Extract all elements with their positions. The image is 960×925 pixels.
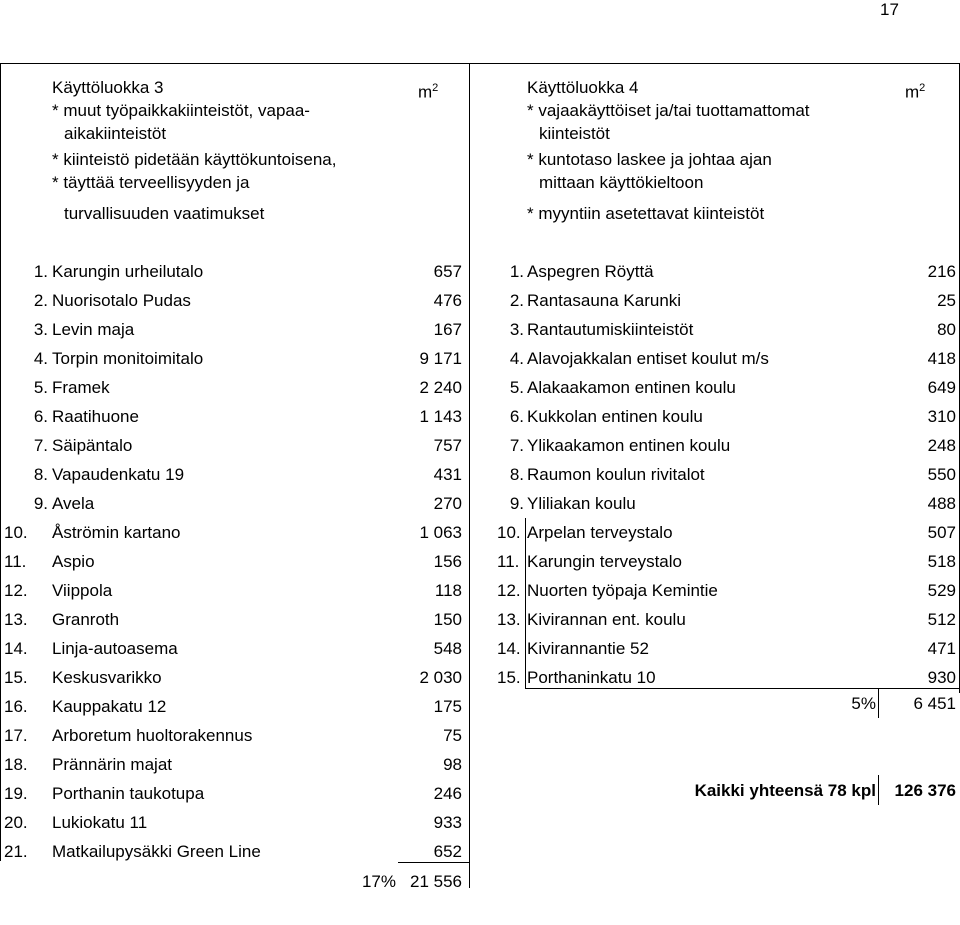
right-total-area: 6 451 <box>913 694 956 713</box>
row-number: 10. <box>4 523 28 542</box>
left-criteria-2: aikakiinteistöt <box>64 124 167 143</box>
row-number: 2. <box>509 291 524 310</box>
row-area: 150 <box>433 610 462 629</box>
grand-total-divider <box>878 775 879 805</box>
row-area: 431 <box>433 465 462 484</box>
row-area: 25 <box>937 291 956 310</box>
row-area: 512 <box>927 610 956 629</box>
right-percent-divider <box>878 688 879 718</box>
row-area: 248 <box>927 436 956 455</box>
row-area: 2 030 <box>419 668 462 687</box>
right-total-divider <box>525 688 960 689</box>
row-name: Porthanin taukotupa <box>52 784 205 803</box>
left-class-title: Käyttöluokka 3 <box>52 78 164 97</box>
row-name: Lukiokatu 11 <box>52 813 148 832</box>
table-left-border <box>0 63 1 861</box>
row-name: Kukkolan entinen koulu <box>527 407 703 426</box>
right-unit: $m^2$ <box>905 82 926 102</box>
left-criteria-1: * muut työpaikkakiinteistöt, vapaa- <box>52 101 310 120</box>
row-area: 548 <box>433 639 462 658</box>
row-number: 6. <box>33 407 48 426</box>
row-name: Ylikaakamon entinen koulu <box>527 436 731 455</box>
row-number: 2. <box>33 291 48 310</box>
row-name: Matkailupysäkki Green Line <box>52 842 261 861</box>
row-number: 12. <box>4 581 28 600</box>
right-criteria-4: mittaan käyttökieltoon <box>539 173 704 192</box>
grand-total-area: 126 376 <box>894 781 956 800</box>
row-area: 418 <box>927 349 956 368</box>
row-number: 4. <box>509 349 524 368</box>
row-number: 13. <box>497 610 521 629</box>
row-number: 14. <box>497 639 521 658</box>
row-number: 8. <box>33 465 48 484</box>
row-name: Kivirannan ent. koulu <box>527 610 686 629</box>
row-name: Raumon koulun rivitalot <box>527 465 705 484</box>
row-number: 19. <box>4 784 28 803</box>
row-number: 15. <box>497 668 521 687</box>
row-area: 2 240 <box>419 378 462 397</box>
row-name: Rantautumiskiinteistöt <box>527 320 694 339</box>
row-area: 930 <box>927 668 956 687</box>
table-divider-right-name <box>525 518 526 688</box>
row-area: 1 063 <box>419 523 462 542</box>
row-area: 471 <box>927 639 956 658</box>
row-area: 80 <box>937 320 956 339</box>
page-number: 17 <box>880 0 899 19</box>
row-name: Vapaudenkatu 19 <box>52 465 185 484</box>
row-number: 9. <box>33 494 48 513</box>
row-area: 488 <box>927 494 956 513</box>
row-number: 7. <box>33 436 48 455</box>
left-unit: $m^2$ <box>418 82 439 102</box>
row-number: 20. <box>4 813 28 832</box>
row-number: 8. <box>509 465 524 484</box>
left-criteria-3: * kiinteistö pidetään käyttökuntoisena, <box>52 150 337 169</box>
row-name: Viippola <box>52 581 113 600</box>
row-area: 649 <box>927 378 956 397</box>
row-number: 10. <box>497 523 521 542</box>
row-area: 507 <box>927 523 956 542</box>
row-area: 98 <box>443 755 462 774</box>
left-total-area: 21 556 <box>410 872 462 891</box>
row-name: Aspio <box>52 552 95 571</box>
right-criteria-3: * kuntotaso laskee ja johtaa ajan <box>527 150 772 169</box>
row-number: 1. <box>509 262 524 281</box>
row-area: 270 <box>433 494 462 513</box>
row-number: 18. <box>4 755 28 774</box>
row-name: Nuorisotalo Pudas <box>52 291 191 310</box>
row-area: 652 <box>433 842 462 861</box>
row-name: Levin maja <box>52 320 135 339</box>
row-name: Raatihuone <box>52 407 139 426</box>
row-area: 75 <box>443 726 462 745</box>
left-total-percent: 17% <box>361 872 396 891</box>
row-name: Linja-autoasema <box>52 639 178 658</box>
row-name: Yliliakan koulu <box>527 494 636 513</box>
row-area: 1 143 <box>419 407 462 426</box>
row-number: 16. <box>4 697 28 716</box>
row-name: Torpin monitoimitalo <box>52 349 204 368</box>
row-name: Nuorten työpaja Kemintie <box>527 581 718 600</box>
row-name: Rantasauna Karunki <box>527 291 682 310</box>
row-area: 529 <box>927 581 956 600</box>
row-area: 167 <box>433 320 462 339</box>
row-number: 3. <box>33 320 48 339</box>
row-name: Åströmin kartano <box>52 523 181 542</box>
row-number: 5. <box>509 378 524 397</box>
row-name: Aspegren Röyttä <box>527 262 654 281</box>
right-criteria-5: * myyntiin asetettavat kiinteistöt <box>527 204 765 223</box>
row-name: Kauppakatu 12 <box>52 697 167 716</box>
row-name: Prännärin majat <box>52 755 173 774</box>
row-name: Säipäntalo <box>52 436 133 455</box>
row-area: 118 <box>434 581 462 600</box>
row-name: Karungin terveystalo <box>527 552 682 571</box>
row-name: Porthaninkatu 10 <box>527 668 656 687</box>
row-number: 17. <box>4 726 28 745</box>
row-number: 5. <box>33 378 48 397</box>
row-name: Keskusvarikko <box>52 668 162 687</box>
row-name: Alavojakkalan entiset koulut m/s <box>527 349 769 368</box>
row-area: 216 <box>927 262 956 281</box>
row-number: 11. <box>4 552 27 571</box>
row-area: 246 <box>433 784 462 803</box>
row-area: 175 <box>433 697 462 716</box>
row-number: 3. <box>509 320 524 339</box>
row-name: Arboretum huoltorakennus <box>52 726 253 745</box>
row-number: 11. <box>497 552 520 571</box>
row-number: 15. <box>4 668 28 687</box>
row-number: 4. <box>33 349 48 368</box>
row-number: 12. <box>497 581 521 600</box>
row-area: 757 <box>433 436 462 455</box>
row-number: 7. <box>509 436 524 455</box>
row-name: Karungin urheilutalo <box>52 262 204 281</box>
row-name: Avela <box>52 494 95 513</box>
right-criteria-2: kiinteistöt <box>539 124 610 143</box>
grand-total-label: Kaikki yhteensä 78 kpl <box>694 781 876 800</box>
row-number: 14. <box>4 639 28 658</box>
row-area: 550 <box>927 465 956 484</box>
row-area: 657 <box>433 262 462 281</box>
table-top-border <box>0 63 960 64</box>
row-area: 310 <box>927 407 956 426</box>
row-name: Kivirannantie 52 <box>527 639 649 658</box>
row-name: Alakaakamon entinen koulu <box>527 378 736 397</box>
left-total-divider <box>398 862 470 863</box>
row-number: 21. <box>4 842 28 861</box>
row-number: 6. <box>509 407 524 426</box>
row-number: 1. <box>33 262 48 281</box>
row-area: 9 171 <box>419 349 462 368</box>
row-name: Granroth <box>52 610 120 629</box>
left-criteria-4: * täyttää terveellisyyden ja <box>52 173 250 192</box>
right-class-title: Käyttöluokka 4 <box>527 78 639 97</box>
row-number: 9. <box>509 494 524 513</box>
right-criteria-1: * vajaakäyttöiset ja/tai tuottamattomat <box>527 101 810 120</box>
row-name: Framek <box>52 378 110 397</box>
row-area: 476 <box>433 291 462 310</box>
row-name: Arpelan terveystalo <box>527 523 673 542</box>
row-area: 933 <box>433 813 462 832</box>
right-total-percent: 5% <box>851 694 876 713</box>
row-area: 156 <box>433 552 462 571</box>
row-area: 518 <box>927 552 956 571</box>
left-criteria-5: turvallisuuden vaatimukset <box>64 204 265 223</box>
row-number: 13. <box>4 610 28 629</box>
